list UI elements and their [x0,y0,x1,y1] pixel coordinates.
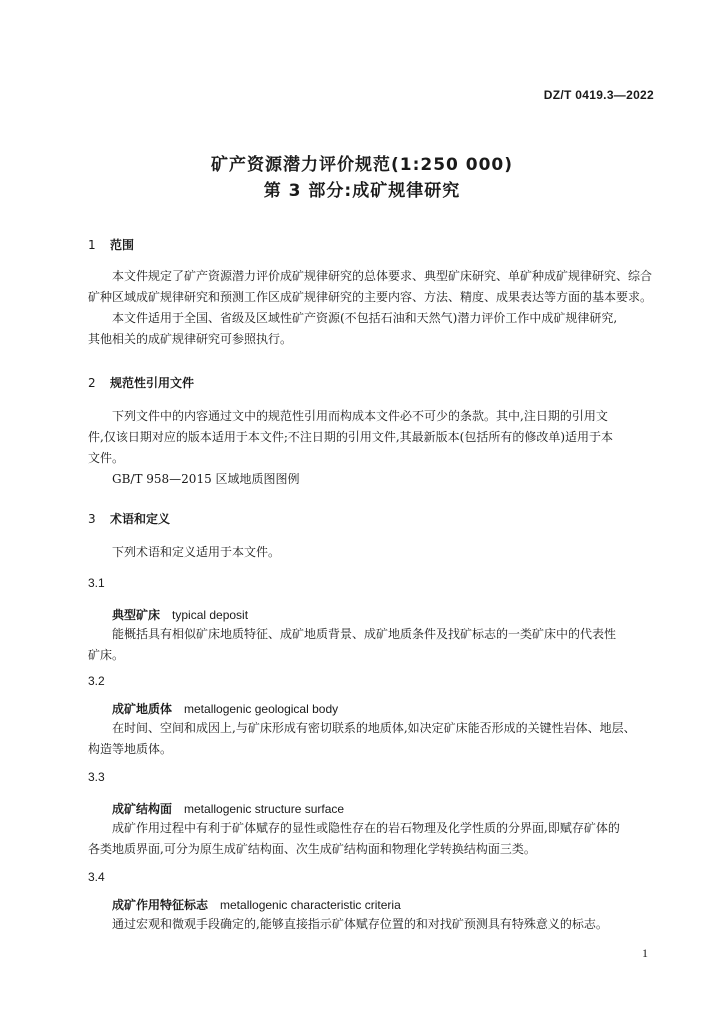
term-zh: 典型矿床 [112,608,161,622]
paragraph [88,406,658,490]
section-title: 范围 [110,238,135,252]
term-title [112,700,338,717]
term-number: 3.4 [88,870,105,884]
reference-item: GB/T 958—2015 区域地质图图例 [112,472,300,486]
term-en: metallogenic geological body [184,702,339,716]
term-number: 3.1 [88,576,105,590]
term-definition [88,818,658,860]
paragraph-line: 件,仅该日期对应的版本适用于本文件;不注日期的引用文件,其最新版本(包括所有的修改单)适用于本 [88,430,614,444]
term-zh: 成矿地质体 [112,702,173,716]
paragraph-line: 矿床。 [88,648,125,662]
section-number: 2 [88,376,96,390]
section-heading-terms [88,510,170,527]
section-heading-scope [88,236,134,253]
term-number: 3.3 [88,770,105,784]
paragraph-line: 通过宏观和微观手段确定的,能够直接指示矿体赋存位置的和对找矿预测具有特殊意义的标志。 [112,917,608,931]
term-zh: 成矿作用特征标志 [112,898,209,912]
paragraph-line: 下列术语和定义适用于本文件。 [112,545,281,559]
term-title [112,800,344,817]
paragraph-line: 下列文件中的内容通过文中的规范性引用而构成本文件必不可少的条款。其中,注日期的引用文 [112,409,608,423]
section-number: 1 [88,238,96,252]
section-title: 规范性引用文件 [110,376,195,390]
document-code: DZ/T 0419.3—2022 [543,88,654,102]
paragraph-line: 构造等地质体。 [88,742,173,756]
paragraph [88,266,658,350]
term-title [112,896,401,913]
term-en: metallogenic structure surface [184,802,345,816]
term-en: metallogenic characteristic criteria [220,898,401,912]
term-definition [88,914,658,935]
paragraph [88,542,658,563]
paragraph-line: 本文件适用于全国、省级及区域性矿产资源(不包括石油和天然气)潜力评价工作中成矿规律研究, [112,311,618,325]
paragraph-line: 在时间、空间和成因上,与矿床形成有密切联系的地质体,如决定矿床能否形成的关键性岩体、地层、 [112,721,636,735]
paragraph-line: 矿种区域成矿规律研究和预测工作区成矿规律研究的主要内容、方法、精度、成果表达等方面的基本要求。 [88,290,653,304]
term-definition [88,624,658,666]
section-number: 3 [88,512,96,526]
paragraph-line: 文件。 [88,451,125,465]
page-number: 1 [642,946,648,960]
document-title: 矿产资源潜力评价规范(1:250 000) [210,155,514,175]
term-number: 3.2 [88,674,105,688]
document-subtitle: 第 3 部分:成矿规律研究 [263,181,461,201]
section-title: 术语和定义 [110,512,171,526]
paragraph-line: 本文件规定了矿产资源潜力评价成矿规律研究的总体要求、典型矿床研究、单矿种成矿规律研究、综合 [112,269,653,283]
section-heading-normative-references [88,374,194,391]
term-definition [88,718,658,760]
paragraph-line: 其他相关的成矿规律研究可参照执行。 [88,332,293,346]
term-en: typical deposit [172,608,249,622]
paragraph-line: 能概括具有相似矿床地质特征、成矿地质背景、成矿地质条件及找矿标志的一类矿床中的代表性 [112,627,617,641]
paragraph-line: 各类地质界面,可分为原生成矿结构面、次生成矿结构面和物理化学转换结构面三类。 [88,842,536,856]
term-title [112,606,248,623]
paragraph-line: 成矿作用过程中有利于矿体赋存的显性或隐性存在的岩石物理及化学性质的分界面,即赋存矿体的 [112,821,620,835]
term-zh: 成矿结构面 [112,802,173,816]
